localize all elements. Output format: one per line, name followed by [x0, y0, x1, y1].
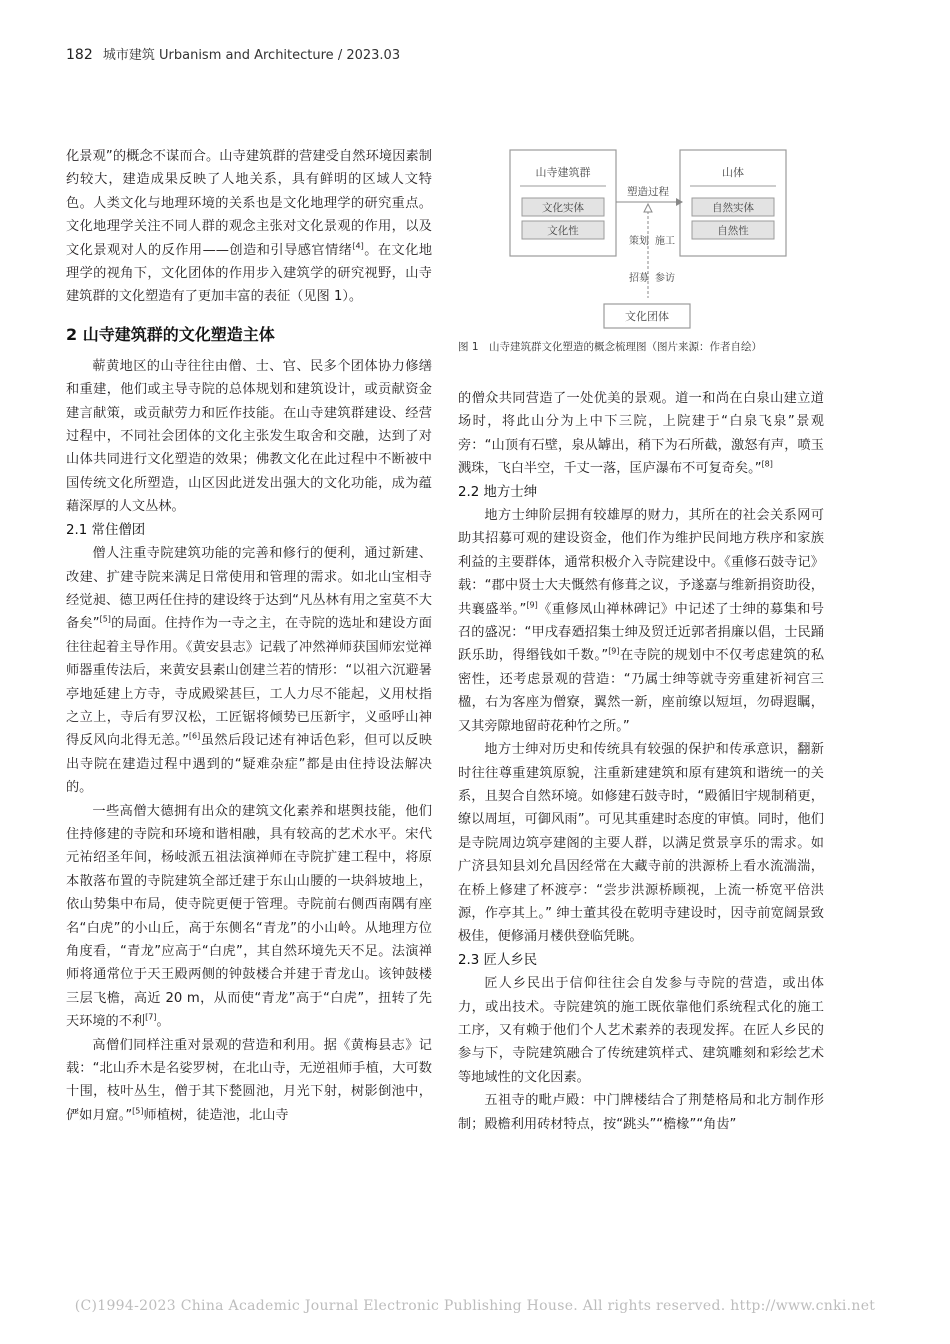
label-recruiting: 招募 [629, 273, 649, 284]
section-2-3-paragraph-1: 匠人乡民出于信仰往往会自发参与寺院的营造，或出体力，或出技术。寺院建筑的施工既依靠他们系统程式化的施工工序，又有赖于他们个人艺术素养的表现发挥。在匠人乡民的参与下，寺院建筑融合了传统建筑样式、建筑雕刻和彩绘艺术等地域性的文化因素。 [458, 976, 824, 1085]
culturality-label: 文化性 [547, 225, 579, 237]
label-planning: 策划 [629, 236, 649, 247]
section-2-2-heading: 2.2 地方士绅 [458, 484, 538, 500]
citation: [8] [761, 459, 773, 469]
section-2-1-paragraph-3: 高僧们同样注重对景观的营造和利用。据《黄梅县志》记载：“北山乔木是名娑罗树，在北山寺，无逆祖师手植，大可数十围，枝叶丛生，僧于其下甃圆池，月光下射，树影倒池中，俨如月窟。”[5]师植树，徒造池，北山寺 [66, 1037, 432, 1123]
section-2-2-paragraph-2: 地方士绅对历史和传统具有较强的保护和传承意识，翻新时往往尊重建筑原貌，注重新建建筑和原有建筑和谐统一的关系，且契合自然环境。如修建石鼓寺时，“殿循旧宇规制稍更，缭以周垣，可御风雨”。可见其重建时态度的审慎。同时，他们是寺院周边筑亭建阁的主要人群，以满足赏景享乐的需求。如广济县知县刘允昌因经常在大藏寺前的洪源桥上看水流湍湍，在桥上修建了杯渡亭：“尝步洪源桥顾视，上流一桥宽平倍洪源，作亭其上。” 绅士董其役在乾明寺建设时，因寺前宽阔景致极佳，便修涌月楼供登临凭眺。 [458, 742, 824, 945]
section-2-1-paragraph-2: 一些高僧大德拥有出众的建筑文化素养和堪舆技能，他们住持修建的寺院和环境和谐相融，具有较高的艺术水平。宋代元祐绍圣年间，杨岐派五祖法演禅师在寺院扩建工程中，将原本散落布置的寺院建筑全部迁建于东山山腰的一块斜坡地上，依山势集中布局，使寺院更便于管理。寺院前右侧西南隅有座名“白虎”的小山丘，高于东侧名“青龙”的小山岭。从地理方位角度看，“青龙”应高于“白虎”，其自然环境先天不足。法演禅师将通常位于天王殿两侧的钟鼓楼合并建于青龙山。该钟鼓楼三层飞檐，高近 20 m，从而使“青龙”高于“白虎”，扭转了先天环境的不利[7]。 [66, 803, 432, 1030]
citation: [5] [132, 1106, 144, 1116]
page-number: 182 [66, 47, 93, 63]
naturality-label: 自然性 [717, 225, 749, 237]
citation: [7] [145, 1012, 157, 1022]
section-2-1-continuation: 的僧众共同营造了一处优美的景观。道一和尚在白泉山建立道场时，将此山分为上中下三院，上院建于“白泉飞泉”景观旁：“山顶有石壁，泉从罅出，稍下为石所截，激怒有声，喷玉溅珠，飞白半空，千丈一落，匡庐瀑布不可复奇矣。”[8] [458, 391, 824, 477]
label-visiting: 参访 [655, 273, 675, 284]
cultural-group-label: 文化团体 [625, 310, 669, 323]
section-2-1-paragraph-1: 僧人注重寺院建筑功能的完善和修行的便利，通过新建、改建、扩建寺院来满足日常使用和管理的需求。如北山宝相寺经觉昶、德卫两任住持的建设终于达到“凡丛林有用之室莫不大备矣”[5]的局面。住持作为一寺之主，在寺院的选址和建设方面往往起着主导作用。《黄安县志》记载了冲然禅师获国师宏觉禅师器重传法后，来黄安县素山创建兰若的情形：“以祖六沉避暑亭地延建上方寺，寺成殿梁甚巨，工人力尽不能起，义用杖指之立上，寺后有罗汉松，工匠锯将倾势已压新宇，义亟呼山神得反风向北得无恙。”[6]虽然后段记述有神话色彩，但可以反映出寺院在建造过程中遇到的“疑难杂症”都是由住持设法解决的。 [66, 546, 433, 796]
journal-title: 城市建筑 Urbanism and Architecture / 2023.03 [102, 48, 401, 63]
section-2-1-heading: 2.1 常住僧团 [66, 522, 146, 538]
page-header [66, 44, 400, 63]
label-construction: 施工 [655, 236, 675, 247]
mountain-title: 山体 [722, 166, 744, 179]
copyright-footer: (C)1994-2023 China Academic Journal Electronic Publishing House. All rights reserved. http://www.cnki.net [74, 1298, 876, 1314]
built-group-title: 山寺建筑群 [535, 166, 591, 179]
left-column [66, 145, 432, 1127]
citation: [4] [352, 241, 364, 251]
section-2-heading: 2 山寺建筑群的文化塑造主体 [66, 324, 275, 344]
shaping-process-label: 塑造过程 [627, 186, 669, 198]
citation: [5] [99, 614, 111, 624]
cultural-entity-label: 文化实体 [542, 202, 584, 214]
natural-entity-label: 自然实体 [712, 202, 754, 214]
section-2-3-paragraph-2: 五祖寺的毗卢殿：中门牌楼结合了荆楚格局和北方制作形制；殿檐利用砖材特点，按“跳头”“檐椽”“角齿” [458, 1093, 824, 1132]
citation: [6] [188, 731, 201, 741]
section-2-paragraph: 蕲黄地区的山寺往往由僧、士、官、民多个团体协力修缮和重建，他们或主导寺院的总体规划和建筑设计，或贡献资金建言献策，或贡献劳力和匠作技能。在山寺建筑群建设、经营过程中，不同社会团体的文化主张发生取舍和交融，达到了对山体共同进行文化塑造的效果；佛教文化在此过程中不断被中国传统文化所塑造，山区因此迸发出强大的文化功能，成为蕴藉深厚的人文丛林。 [66, 358, 432, 515]
section-2-2-paragraph-1: 地方士绅阶层拥有较雄厚的财力，其所在的社会关系网可助其招募可观的建设资金，他们作为维护民间地方秩序和家族利益的主要群体，通常积极介入寺院建设中。《重修石鼓寺记》载：“郡中贤士大夫慨然有修葺之议，予遂嘉与维新捐资助役，共襄盛举。”[9]《重修凤山禅林碑记》中记述了士绅的募集和号召的盛况：“甲戌春廼招集士绅及贸迁近郭者捐廉以倡，士民踊跃乐助，得缗钱如千数。”[9]在寺院的规划中不仅考虑建筑的私密性，还考虑景观的营造：“乃属士绅等就寺旁重建祈祠宫三楹，右为客座为僧寮，翼然一新，座前缭以短垣，勿碍遐瞩，又其旁隙地留莳花种竹之所。” [458, 508, 825, 734]
concept-diagram [500, 146, 830, 336]
right-column [458, 387, 824, 1136]
intro-paragraph: 化景观”的概念不谋而合。山寺建筑群的营建受自然环境因素制约较大，建造成果反映了人地关系，具有鲜明的区域人文特色。人类文化与地理环境的关系也是文化地理学的研究重点。文化地理学关注不同人群的观念主张对文化景观的作用，以及文化景观对人的反作用——创造和引导感官情绪[4]。在文化地理学的视角下，文化团体的作用步入建筑学的研究视野，山寺建筑群的文化塑造有了更加丰富的表征（见图 1）。 [66, 149, 433, 305]
figure-caption: 图 1 山寺建筑群文化塑造的概念梳理图（图片来源：作者自绘） [458, 341, 763, 353]
citation: [9] [608, 647, 620, 657]
citation: [9] [526, 600, 538, 610]
section-2-3-heading: 2.3 匠人乡民 [458, 952, 538, 968]
